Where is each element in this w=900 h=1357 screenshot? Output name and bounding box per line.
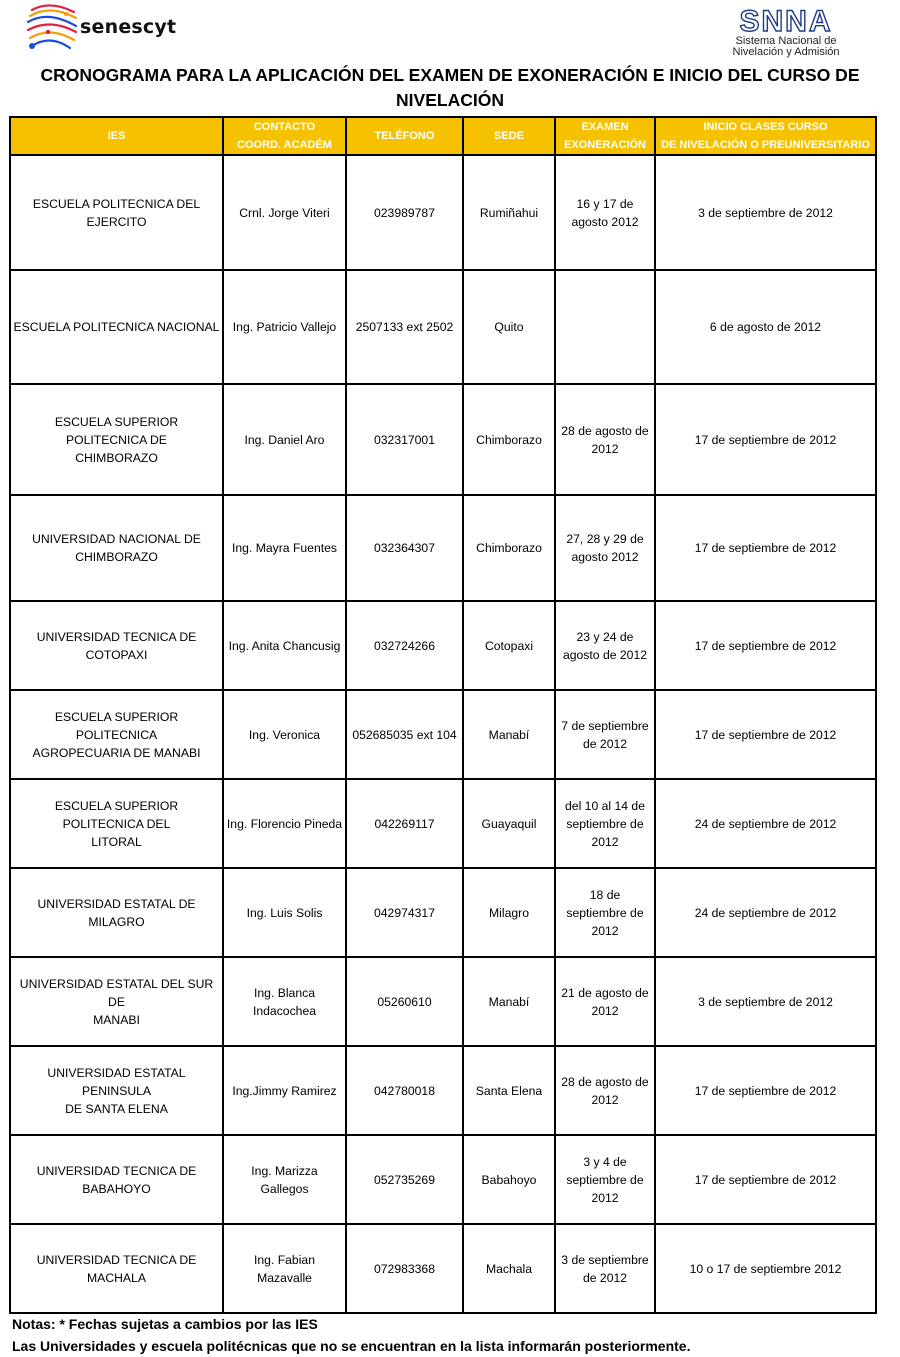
cell-ies-line: UNIVERSIDAD TECNICA DE COTOPAXI bbox=[36, 629, 197, 662]
cell-contacto bbox=[223, 1046, 346, 1135]
cell-ies-line: ESCUELA SUPERIOR POLITECNICA DEL bbox=[54, 798, 179, 831]
notes-line-1: Notas: * Fechas sujetas a cambios por las IES bbox=[12, 1316, 318, 1332]
cell-contacto bbox=[223, 270, 346, 384]
cell-sede bbox=[463, 779, 555, 868]
cell-ies-line: AGROPECUARIA DE MANABI bbox=[32, 745, 201, 760]
table-row bbox=[10, 270, 876, 384]
cell-inicio bbox=[655, 1224, 876, 1313]
cell-examen bbox=[555, 495, 655, 601]
cell-inicio bbox=[655, 384, 876, 495]
cell-sede bbox=[463, 601, 555, 690]
cell-contacto bbox=[223, 1224, 346, 1313]
cell-inicio bbox=[655, 957, 876, 1046]
cell-inicio-line: 3 de septiembre de 2012 bbox=[698, 205, 833, 220]
cell-sede-line: Santa Elena bbox=[475, 1083, 543, 1098]
cell-telefono-line: 023989787 bbox=[373, 205, 435, 220]
cell-sede bbox=[463, 495, 555, 601]
cell-contacto bbox=[223, 384, 346, 495]
cell-examen-line: 18 de bbox=[589, 887, 621, 902]
cell-sede-line: Cotopaxi bbox=[484, 638, 534, 653]
cell-inicio bbox=[655, 601, 876, 690]
cell-inicio bbox=[655, 779, 876, 868]
cell-examen-line: agosto 2012 bbox=[571, 214, 639, 229]
cell-sede-line: Rumiñahui bbox=[479, 205, 539, 220]
cell-ies bbox=[10, 1135, 223, 1224]
cell-sede bbox=[463, 1135, 555, 1224]
col-examen-header-line: EXONERACIÓN bbox=[564, 139, 646, 151]
cell-examen-line: 2012 bbox=[591, 441, 619, 456]
cell-contacto-line: Ing. Florencio Pineda bbox=[226, 816, 343, 831]
cell-contacto-line: Ing.Jimmy Ramirez bbox=[232, 1083, 337, 1098]
cell-telefono-line: 2507133 ext 2502 bbox=[355, 320, 454, 334]
cell-sede-line: Quito bbox=[494, 320, 524, 334]
cell-telefono bbox=[346, 601, 463, 690]
cell-telefono bbox=[346, 690, 463, 779]
cell-telefono-line: 072983368 bbox=[373, 1261, 435, 1276]
col-ies-header-line: IES bbox=[107, 130, 126, 142]
cell-ies-line: ESCUELA POLITECNICA NACIONAL bbox=[13, 320, 220, 334]
cell-examen bbox=[555, 601, 655, 690]
cell-examen-line: 28 de agosto de bbox=[561, 423, 649, 438]
cell-telefono bbox=[346, 155, 463, 270]
cell-sede bbox=[463, 1224, 555, 1313]
cell-ies bbox=[10, 384, 223, 495]
cell-ies bbox=[10, 690, 223, 779]
cell-examen bbox=[555, 155, 655, 270]
cell-examen bbox=[555, 1046, 655, 1135]
cell-examen bbox=[555, 384, 655, 495]
cell-contacto bbox=[223, 957, 346, 1046]
cell-sede-line: Babahoyo bbox=[481, 1172, 537, 1187]
cell-contacto-line: Crnl. Jorge Viteri bbox=[239, 205, 330, 220]
cell-examen-line: 2012 bbox=[591, 923, 619, 938]
cell-sede-line: Machala bbox=[485, 1261, 533, 1276]
col-telefono-header-line: TELÉFONO bbox=[374, 130, 435, 142]
cell-examen-line: 27, 28 y 29 de bbox=[566, 532, 644, 546]
cell-ies bbox=[10, 868, 223, 957]
cell-contacto-line: Indacochea bbox=[252, 1003, 317, 1018]
cell-contacto-line: Ing. Marizza Gallegos bbox=[251, 1163, 318, 1196]
cell-ies bbox=[10, 957, 223, 1046]
cell-sede bbox=[463, 690, 555, 779]
cell-telefono bbox=[346, 1135, 463, 1224]
table-row bbox=[10, 868, 876, 957]
table-header-row bbox=[10, 117, 876, 155]
cell-telefono-line: 032317001 bbox=[373, 432, 435, 447]
cell-examen-line: 2012 bbox=[591, 834, 619, 849]
cell-sede bbox=[463, 868, 555, 957]
col-examen-header-line: EXAMEN bbox=[581, 121, 629, 133]
cell-ies-line: ESCUELA POLITECNICA DEL EJERCITO bbox=[32, 196, 201, 229]
cell-examen-line: 16 y 17 de bbox=[576, 196, 634, 211]
cell-ies bbox=[10, 601, 223, 690]
cell-inicio-line: 24 de septiembre de 2012 bbox=[694, 816, 837, 831]
cell-examen bbox=[555, 270, 655, 384]
cell-contacto-line: Ing. Daniel Aro bbox=[244, 432, 325, 447]
cell-examen-line: agosto 2012 bbox=[571, 550, 639, 564]
cell-ies bbox=[10, 270, 223, 384]
cell-telefono-line: 052685035 ext 104 bbox=[352, 727, 457, 742]
cell-examen-line: septiembre de bbox=[566, 905, 644, 920]
cell-ies-line: ESCUELA SUPERIOR POLITECNICA DE bbox=[54, 414, 179, 447]
cell-examen-line: septiembre de bbox=[566, 1172, 644, 1187]
cell-examen-line: 23 y 24 de bbox=[576, 629, 634, 644]
snna-subtitle-line1: Sistema Nacional de bbox=[735, 35, 837, 47]
cell-sede-line: Chimborazo bbox=[476, 541, 542, 555]
senescyt-logo-text: senescyt bbox=[80, 16, 177, 38]
cell-contacto-line: Ing. Blanca bbox=[254, 985, 315, 1000]
table-row bbox=[10, 495, 876, 601]
col-inicio-header-line: INICIO CLASES CURSO bbox=[703, 121, 828, 133]
cell-ies bbox=[10, 495, 223, 601]
cell-sede-line: Chimborazo bbox=[476, 432, 542, 447]
cell-contacto bbox=[223, 868, 346, 957]
col-examen-header bbox=[555, 117, 655, 155]
cell-inicio bbox=[655, 690, 876, 779]
cell-inicio-line: 17 de septiembre de 2012 bbox=[694, 432, 837, 447]
cell-contacto bbox=[223, 779, 346, 868]
title-line-2: NIVELACIÓN bbox=[396, 90, 504, 110]
cell-examen bbox=[555, 690, 655, 779]
senescyt-logo bbox=[22, 2, 202, 60]
cell-ies-line: MANABI bbox=[93, 1012, 140, 1027]
cell-examen-line: del 10 al 14 de bbox=[565, 798, 645, 813]
cell-ies-line: UNIVERSIDAD TECNICA DE MACHALA bbox=[36, 1252, 197, 1285]
cell-examen bbox=[555, 868, 655, 957]
cell-telefono bbox=[346, 495, 463, 601]
col-inicio-header bbox=[655, 117, 876, 155]
snna-logo-text: SNNA bbox=[739, 5, 833, 38]
cell-ies-line: UNIVERSIDAD ESTATAL PENINSULA bbox=[47, 1065, 186, 1098]
cell-examen bbox=[555, 1135, 655, 1224]
cell-examen-line: 2012 bbox=[591, 1190, 619, 1205]
cell-contacto-line: Ing. Luis Solis bbox=[246, 905, 323, 920]
cell-sede-line: Manabí bbox=[488, 994, 530, 1009]
cell-telefono bbox=[346, 868, 463, 957]
cell-ies-line: UNIVERSIDAD NACIONAL DE bbox=[32, 532, 201, 546]
cell-telefono-line: 042780018 bbox=[373, 1083, 435, 1098]
cell-contacto bbox=[223, 601, 346, 690]
cell-inicio-line: 3 de septiembre de 2012 bbox=[698, 994, 833, 1009]
cell-inicio-line: 10 o 17 de septiembre 2012 bbox=[689, 1261, 842, 1276]
col-contacto-header-line: CONTACTO bbox=[253, 121, 316, 133]
cell-inicio-line: 24 de septiembre de 2012 bbox=[694, 905, 837, 920]
cell-telefono-line: 032724266 bbox=[373, 638, 435, 653]
cell-examen-line: septiembre de bbox=[566, 816, 644, 831]
cell-telefono bbox=[346, 1046, 463, 1135]
cell-inicio bbox=[655, 1046, 876, 1135]
cell-sede bbox=[463, 270, 555, 384]
table-row bbox=[10, 957, 876, 1046]
col-ies-header bbox=[10, 117, 223, 155]
cell-inicio-line: 17 de septiembre de 2012 bbox=[694, 541, 837, 555]
cell-sede bbox=[463, 155, 555, 270]
cell-ies bbox=[10, 1046, 223, 1135]
notes-line-2: Las Universidades y escuela politécnicas que no se encuentran en la lista informarán posteriormente. bbox=[12, 1338, 691, 1354]
cell-examen-line: 2012 bbox=[591, 1003, 619, 1018]
cell-ies-line: UNIVERSIDAD TECNICA DE bbox=[36, 1163, 197, 1178]
notes bbox=[12, 1313, 690, 1357]
cell-inicio-line: 17 de septiembre de 2012 bbox=[694, 638, 837, 653]
cell-examen-line: 2012 bbox=[591, 1092, 619, 1107]
cell-inicio bbox=[655, 1135, 876, 1224]
cell-ies bbox=[10, 155, 223, 270]
title-line-1: CRONOGRAMA PARA LA APLICACIÓN DEL EXAMEN DE EXONERACIÓN E INICIO DEL CURSO DE bbox=[40, 65, 860, 85]
cell-contacto-line: Ing. Patricio Vallejo bbox=[232, 320, 337, 334]
cell-ies-line: LITORAL bbox=[91, 834, 142, 849]
cell-ies-line: CHIMBORAZO bbox=[75, 450, 158, 465]
cell-examen-line: 7 de septiembre bbox=[561, 718, 649, 733]
table-row bbox=[10, 1224, 876, 1313]
table-body bbox=[10, 155, 876, 1313]
col-telefono-header bbox=[346, 117, 463, 155]
cell-examen-line: de 2012 bbox=[582, 736, 628, 751]
col-inicio-header-line: DE NIVELACIÓN O PREUNIVERSITARIO bbox=[661, 139, 870, 151]
cell-inicio bbox=[655, 495, 876, 601]
cell-examen bbox=[555, 957, 655, 1046]
cell-ies-line: UNIVERSIDAD ESTATAL DE MILAGRO bbox=[37, 896, 196, 929]
senescyt-emblem-icon bbox=[22, 2, 82, 60]
cell-sede-line: Milagro bbox=[489, 905, 529, 920]
cell-inicio-line: 17 de septiembre de 2012 bbox=[694, 1172, 837, 1187]
cell-examen-line: agosto de 2012 bbox=[562, 647, 648, 662]
cell-telefono bbox=[346, 957, 463, 1046]
cell-telefono-line: 05260610 bbox=[377, 994, 432, 1009]
cell-inicio-line: 17 de septiembre de 2012 bbox=[694, 727, 837, 742]
cell-telefono bbox=[346, 270, 463, 384]
cell-contacto-line: Mazavalle bbox=[257, 1270, 312, 1285]
cell-contacto-line: Ing. Anita Chancusig bbox=[228, 638, 341, 653]
cell-inicio-line: 17 de septiembre de 2012 bbox=[694, 1083, 837, 1098]
table-row bbox=[10, 690, 876, 779]
cell-sede bbox=[463, 1046, 555, 1135]
col-contacto-header bbox=[223, 117, 346, 155]
cell-ies-line: DE SANTA ELENA bbox=[65, 1101, 168, 1116]
cell-contacto bbox=[223, 1135, 346, 1224]
cell-sede bbox=[463, 957, 555, 1046]
cell-examen bbox=[555, 779, 655, 868]
cell-ies-line: UNIVERSIDAD ESTATAL DEL SUR DE bbox=[19, 976, 214, 1009]
table-row bbox=[10, 601, 876, 690]
table-row bbox=[10, 384, 876, 495]
cell-contacto bbox=[223, 690, 346, 779]
cell-telefono bbox=[346, 1224, 463, 1313]
cell-ies-line: ESCUELA SUPERIOR POLITECNICA bbox=[54, 709, 179, 742]
cell-telefono-line: 042974317 bbox=[373, 905, 435, 920]
col-contacto-header-line: COORD. ACADÉM bbox=[237, 139, 332, 151]
table-row bbox=[10, 1046, 876, 1135]
col-sede-header bbox=[463, 117, 555, 155]
cell-sede-line: Manabí bbox=[488, 727, 530, 742]
cell-inicio bbox=[655, 868, 876, 957]
snna-logo bbox=[706, 5, 866, 60]
cell-inicio bbox=[655, 155, 876, 270]
schedule-table bbox=[9, 116, 877, 1314]
page-title bbox=[0, 63, 900, 113]
cell-examen bbox=[555, 1224, 655, 1313]
table-row bbox=[10, 1135, 876, 1224]
cell-ies bbox=[10, 779, 223, 868]
snna-subtitle-line2: Nivelación y Admisión bbox=[732, 46, 840, 58]
cell-examen-line: de 2012 bbox=[582, 1270, 628, 1285]
cell-sede bbox=[463, 384, 555, 495]
cell-inicio bbox=[655, 270, 876, 384]
cell-telefono-line: 032364307 bbox=[373, 541, 435, 555]
cell-ies bbox=[10, 1224, 223, 1313]
cell-telefono-line: 042269117 bbox=[374, 816, 435, 831]
table-row bbox=[10, 779, 876, 868]
cell-contacto bbox=[223, 495, 346, 601]
cell-inicio-line: 6 de agosto de 2012 bbox=[709, 320, 822, 334]
cell-examen-line: 21 de agosto de bbox=[561, 985, 649, 1000]
col-sede-header-line: SEDE bbox=[494, 130, 524, 142]
cell-telefono bbox=[346, 384, 463, 495]
cell-contacto-line: Ing. Veronica bbox=[248, 727, 321, 742]
cell-contacto-line: Ing. Mayra Fuentes bbox=[232, 541, 337, 555]
cell-examen-line: 3 y 4 de bbox=[583, 1154, 627, 1169]
cell-examen-line: 28 de agosto de bbox=[561, 1074, 649, 1089]
cell-sede-line: Guayaquil bbox=[481, 816, 537, 831]
cell-ies-line: BABAHOYO bbox=[82, 1181, 151, 1196]
cell-contacto bbox=[223, 155, 346, 270]
cell-telefono bbox=[346, 779, 463, 868]
table-row bbox=[10, 155, 876, 270]
cell-examen-line: 3 de septiembre bbox=[561, 1252, 649, 1267]
cell-telefono-line: 052735269 bbox=[373, 1172, 435, 1187]
cell-ies-line: CHIMBORAZO bbox=[75, 550, 158, 564]
cell-contacto-line: Ing. Fabian bbox=[254, 1252, 315, 1267]
